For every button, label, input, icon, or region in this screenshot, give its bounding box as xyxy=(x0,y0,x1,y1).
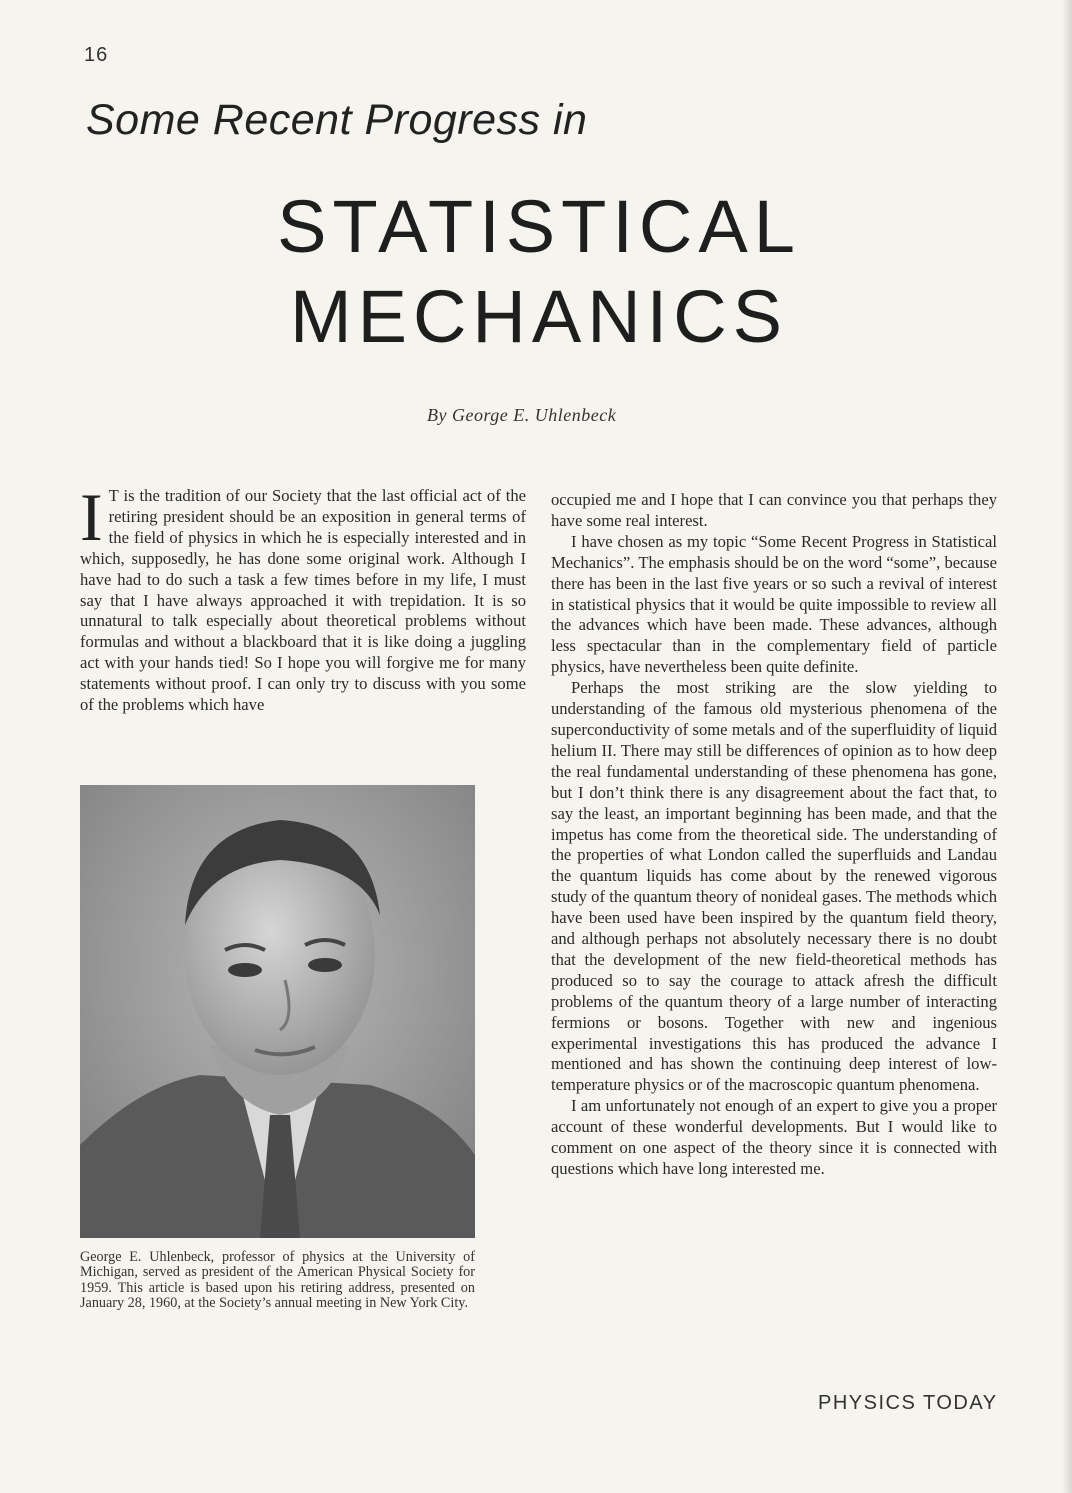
title-line-2: MECHANICS xyxy=(289,275,789,358)
author-portrait-image xyxy=(80,785,475,1238)
photo-caption: George E. Uhlenbeck, professor of physics at the University of Michigan, served as president of the American Physical Society for 1959. This article is based upon his retiring address, presented on January 28, 1960, at the Society’s annual meeting in New York City. xyxy=(80,1249,475,1312)
article-title xyxy=(244,182,834,362)
intro-paragraph-text: T is the tradition of our Society that the last official act of the retiring president should be an exposition in general terms of the field of physics in which he is especially interested and in which, supposedly, he has done some original work. Although I have had to do such a task a few times before in my life, I must say that I have always approached it with trepidation. It is so unnatural to talk especially about theoretical problems without formulas and without a blackboard that it is like doing a juggling act with your hands tied! So I hope you will forgive me for many statements without proof. I can only try to discuss with you some of the problems which have xyxy=(80,486,526,715)
intro-paragraph xyxy=(80,479,526,716)
article-kicker: Some Recent Progress in xyxy=(86,96,588,144)
superfluidity-paragraph: Perhaps the most striking are the slow yielding to understanding of the famous old mysterious phenomena of the superconductivity of some metals and of the superfluidity of liquid helium II. There may still be differences of opinion as to how deep the real fundamental understanding of these phenomena has gone, but I don’t think there is any disagreement about the fact that, to say the least, an important beginning has been made, and that the impetus has come from the theoretical side. The understanding of the properties of what London called the superfluids and Landau the quantum liquids has come about by the renewed vigorous study of the quantum theory of nonideal gases. The methods which have been used have been inspired by the quantum field theory, and although perhaps not absolutely necessary there is no doubt that the development of the new field-theoretical methods has produced so to say the courage to attack afresh the difficult problems of the quantum theory of a large number of interacting fermions or bosons. Together with new and ingenious experimental investigations this has produced the advance I mentioned and has shown the continuing deep interest of low-temperature physics or of the macroscopic quantum phenomena. xyxy=(551,678,997,1095)
byline: By George E. Uhlenbeck xyxy=(427,405,617,425)
page-number: 16 xyxy=(84,44,109,66)
journal-footer: PHYSICS TODAY xyxy=(818,1392,998,1414)
closing-paragraph: I am unfortunately not enough of an expert to give you a proper account of these wonderful developments. But I would like to comment on one aspect of the theory since it is connected with questions which have long interested me. xyxy=(551,1096,997,1178)
author-photo xyxy=(80,785,475,1238)
title-line-1: STATISTICAL xyxy=(277,185,801,268)
right-column xyxy=(551,490,997,1180)
topic-paragraph: I have chosen as my topic “Some Recent Progress in Statistical Mechanics”. The emphasis should be on the word “some”, because there has been in the last five years or so such a revival of interest in statistical physics that it would be quite impossible to review all the advances which have been made. These advances, although less spectacular than in the complementary field of particle physics, have nevertheless been quite definite. xyxy=(551,531,997,677)
page-edge xyxy=(1062,0,1072,1493)
left-column xyxy=(80,479,526,716)
drop-cap: I xyxy=(80,479,103,555)
continued-paragraph: occupied me and I hope that I can convince you that perhaps they have some real interest. xyxy=(551,490,997,530)
